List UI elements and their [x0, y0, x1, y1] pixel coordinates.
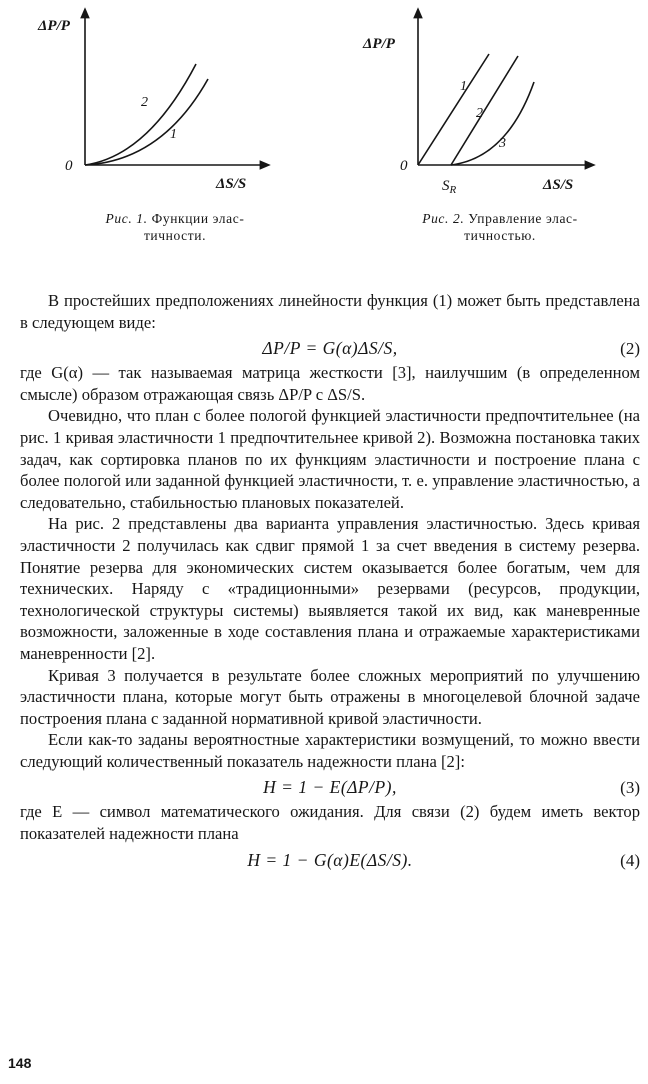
figure-1-curve-label-2: 2	[141, 95, 148, 110]
equation-2-number: (2)	[620, 339, 640, 359]
figure-2-caption-prefix: Рис. 2.	[422, 211, 465, 226]
figure-1-caption-line-2: тичности.	[143, 228, 207, 243]
equation-3-number: (3)	[620, 778, 640, 798]
figure-1-caption-prefix: Рис. 1.	[105, 211, 148, 226]
figure-2-curve-label-2: 2	[476, 106, 483, 121]
figure-2-plot	[355, 8, 625, 198]
paragraph-7: где E — символ математического ожидания. Для связи (2) будем иметь вектор показателей надежности плана	[20, 802, 640, 844]
equation-4	[20, 847, 640, 874]
figure-2-caption-line-2: тичностью.	[464, 228, 536, 243]
figure-2-origin-label: 0	[400, 158, 408, 174]
paragraph-1: В простейших предположениях линейности функция (1) может быть представлена в следующем виде:	[20, 291, 640, 332]
equation-4-number: (4)	[620, 850, 640, 870]
body-text	[20, 290, 640, 874]
figure-1-caption	[60, 210, 290, 244]
figure-1-origin-label: 0	[65, 158, 73, 174]
equation-2-expression: ΔP/P = G(α)ΔS/S,	[262, 338, 398, 359]
figure-2	[355, 8, 625, 198]
figure-1	[30, 8, 300, 198]
figure-1-curve-1	[85, 79, 208, 165]
equation-4-expression: H = 1 − G(α)E(ΔS/S).	[247, 849, 413, 870]
figure-2-curve-label-1: 1	[460, 79, 467, 94]
figure-1-plot	[30, 8, 300, 198]
figure-2-x-axis-label: ΔS/S	[543, 177, 574, 193]
figure-1-x-axis-label: ΔS/S	[216, 176, 247, 192]
paragraph-3: Очевидно, что план с более пологой функцией эластичности предпочтительнее (на рис. 1 кривая эластичности 1 предпочтительнее кривой 2). Возможна постановка таких задач, как сортировка планов по их функциям эластичности и построение плана с более пологой или заданной функцией эластичности, т. е. управление эластичностью, а следовательно, стабильностью плановых показателей.	[20, 406, 640, 512]
paragraph-2: где G(α) — так называемая матрица жесткости [3], наилучшим (в определенном смысле) образом отражающая связь ΔP/P с ΔS/S.	[20, 363, 640, 404]
figure-1-caption-line-1: Функции элас-	[151, 211, 245, 226]
equation-3	[20, 774, 640, 801]
figure-2-curve-label-3: 3	[499, 136, 506, 151]
figure-2-y-axis-label: ΔP/P	[363, 36, 395, 52]
figure-2-caption-line-1: Управление элас-	[468, 211, 578, 226]
figure-1-curve-label-1: 1	[170, 127, 177, 142]
figure-1-y-axis-label: ΔP/P	[38, 18, 70, 34]
figure-2-sr-sub: R	[449, 184, 457, 196]
paragraph-4: На рис. 2 представлены два варианта управления эластичностью. Здесь кривая эластичности 2 получилась как сдвиг прямой 1 за счет введения в систему резерва. Понятие резерва для экономических систем оказывается более богатым, чем для технических. Наряду с «традиционными» резервами (ресурсов, продукции, технологической структуры системы) выявляется такой их вид, как маневренные возможности, заложенные в ходе составления плана и отражаемые характеристиками маневренности [2].	[20, 514, 640, 663]
figure-2-sr-label	[442, 178, 457, 196]
equation-2	[20, 335, 640, 362]
figure-2-caption	[370, 210, 630, 244]
equation-3-expression: H = 1 − E(ΔP/P),	[263, 777, 397, 798]
page-number: 148	[8, 1055, 32, 1071]
paragraph-6: Если как-то заданы вероятностные характеристики возмущений, то можно ввести следующий количественный показатель надежности плана [2]:	[20, 730, 640, 771]
paragraph-5: Кривая 3 получается в результате более сложных мероприятий по улучшению эластичности плана, которые могут быть отражены в многоцелевой блочной задаче построения плана с заданной нормативной кривой эластичности.	[20, 665, 640, 728]
figure-2-curve-2	[451, 56, 518, 165]
figure-2-sr-main: S	[442, 178, 450, 194]
